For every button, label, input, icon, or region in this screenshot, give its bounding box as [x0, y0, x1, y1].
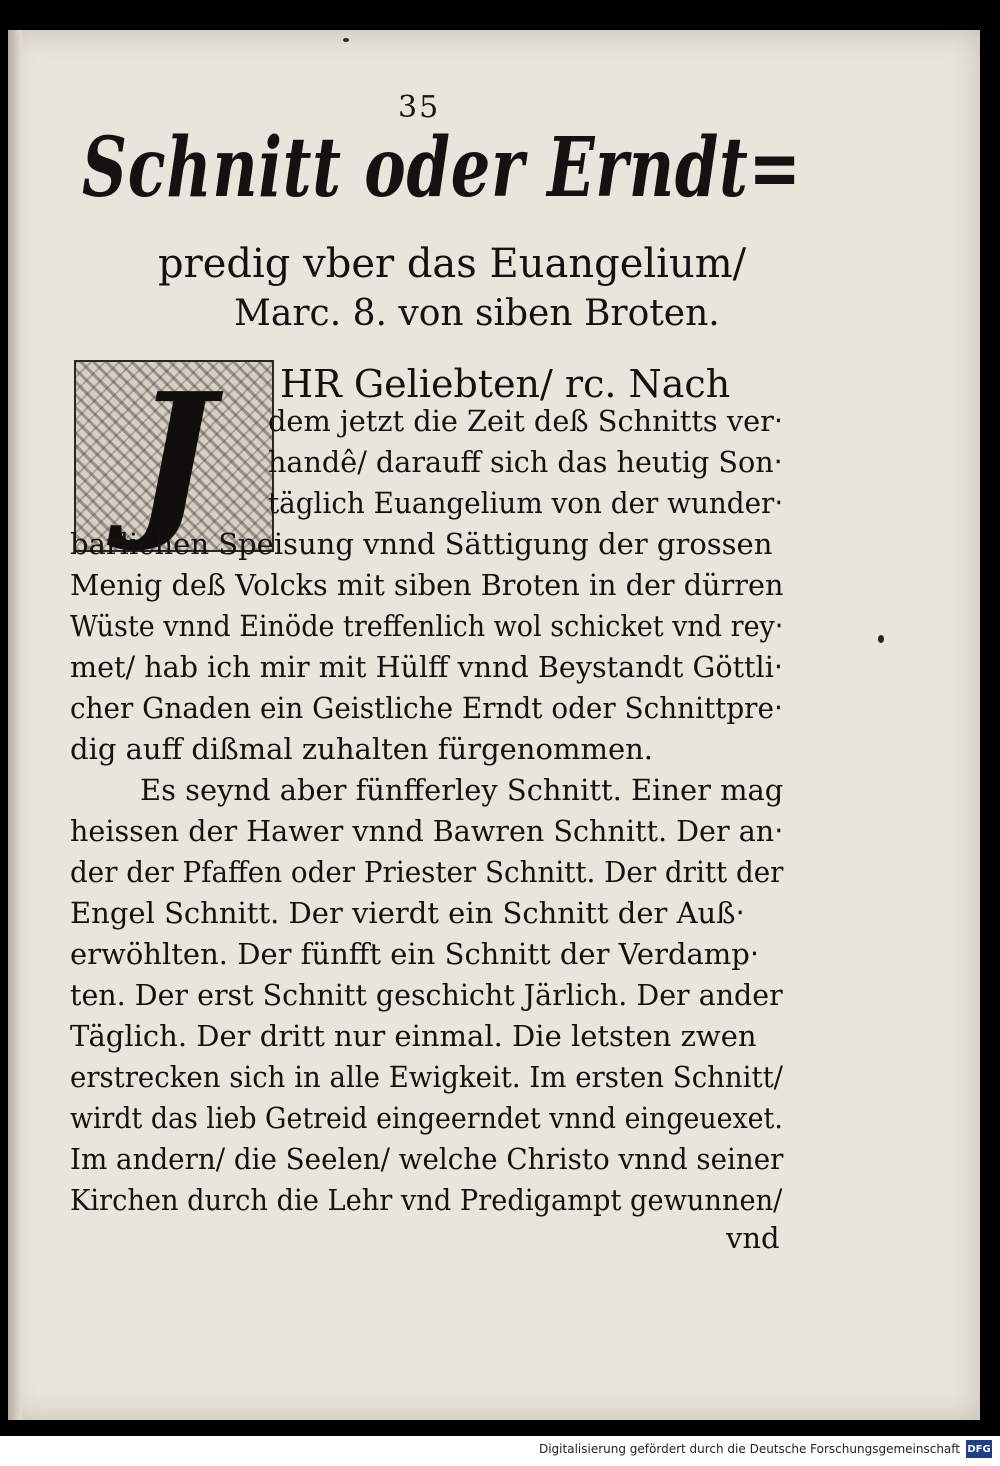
footer-credit: Digitalisierung gefördert durch die Deutsche Forschungsgemeinschaft	[538, 1442, 960, 1456]
body-line: erstrecken sich in alle Ewigkeit. Im ersten Schnitt/	[70, 1060, 783, 1094]
dfg-logo: DFG	[966, 1440, 992, 1458]
ink-speck	[343, 38, 349, 42]
body-line: dig auff dißmal zuhalten fürgenommen.	[70, 732, 654, 766]
footer-bar	[0, 1436, 1000, 1466]
page-number: 35	[398, 90, 441, 125]
body-line: Kirchen durch die Lehr vnd Predigampt gewunnen/	[70, 1183, 783, 1217]
body-line: met/ hab ich mir mit Hülff vnnd Beystandt Göttli‧	[70, 650, 783, 684]
body-line: wirdt das lieb Getreid eingeerndet vnnd eingeuexet.	[70, 1101, 783, 1135]
page-gutter	[8, 30, 22, 1420]
body-line: barlichen Speisung vnnd Sättigung der grossen	[70, 527, 773, 561]
body-line: täglich Euangelium von der wunder‧	[268, 486, 784, 520]
body-line: handê/ darauff sich das heutig Son‧	[268, 445, 783, 479]
initial-letter: J	[133, 356, 215, 556]
title-line-2: predig vber das Euangelium/	[158, 241, 747, 287]
body-line: erwöhlten. Der fünfft ein Schnitt der Verdamp‧	[70, 937, 760, 971]
book-page	[8, 30, 980, 1420]
body-line: Menig deß Volcks mit siben Broten in der dürren	[70, 568, 784, 602]
body-line: HR Geliebten/ rc. Nach	[280, 362, 731, 406]
body-line: Im andern/ die Seelen/ welche Christo vnnd seiner	[70, 1142, 784, 1176]
catchword: vnd	[726, 1221, 780, 1255]
body-line: heissen der Hawer vnnd Bawren Schnitt. Der an‧	[70, 814, 784, 848]
title-line-1: Schnitt oder Erndt=	[82, 120, 802, 216]
body-line: Es seynd aber fünfferley Schnitt. Einer mag	[140, 773, 784, 807]
title-line-3: Marc. 8. von siben Broten.	[234, 293, 720, 334]
body-line: der der Pfaffen oder Priester Schnitt. Der dritt der	[70, 855, 784, 889]
body-line: cher Gnaden ein Geistliche Erndt oder Schnittpre‧	[70, 691, 783, 725]
body-line: ten. Der erst Schnitt geschicht Järlich. Der ander	[70, 978, 783, 1012]
body-line: Wüste vnnd Einöde treffenlich wol schicket vnd rey‧	[70, 609, 784, 643]
body-line: Täglich. Der dritt nur einmal. Die letsten zwen	[70, 1019, 757, 1053]
body-line: dem jetzt die Zeit deß Schnitts ver‧	[268, 404, 784, 438]
body-line: Engel Schnitt. Der vierdt ein Schnitt der Auß‧	[70, 896, 745, 930]
ink-speck	[878, 635, 884, 643]
